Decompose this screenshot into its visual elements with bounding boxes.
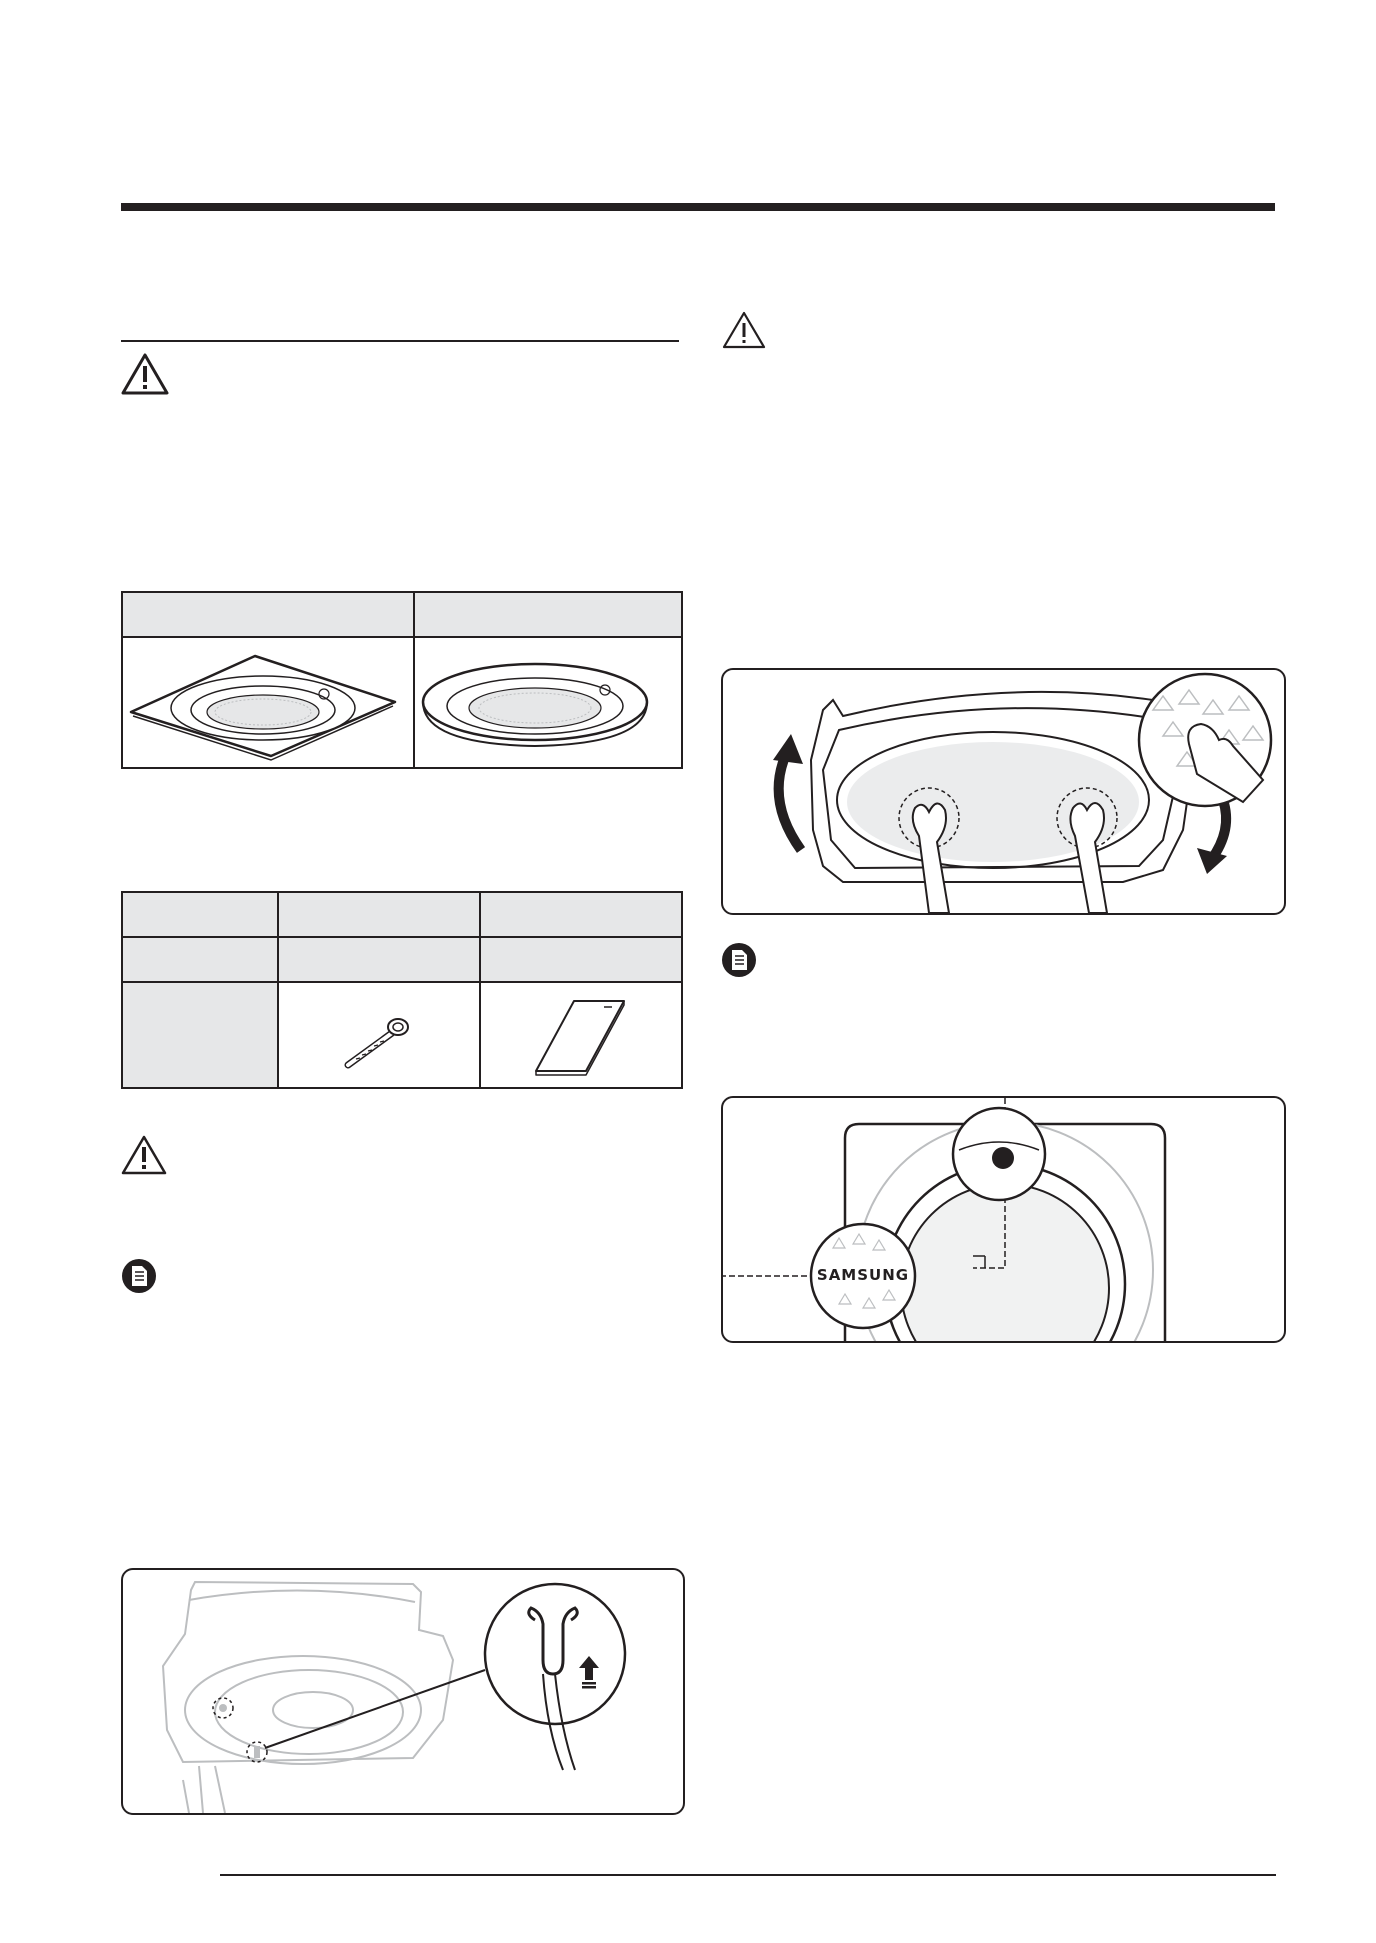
- panel-type-table: [121, 591, 683, 769]
- square-panel-cell: [122, 637, 414, 768]
- panel-type-header-cell: [414, 592, 682, 637]
- warning-triangle-icon: [120, 1134, 168, 1176]
- note-document-icon: [721, 942, 757, 978]
- panel-type-header-cell: [122, 592, 414, 637]
- section-divider: [121, 340, 679, 342]
- accessories-table: [121, 891, 683, 1089]
- screw-icon: [334, 1007, 424, 1077]
- note-document-icon: [121, 1258, 157, 1294]
- manual-booklet-icon: [526, 993, 636, 1083]
- samsung-logo-label: SAMSUNG: [816, 1266, 910, 1284]
- accessories-value-cell: [278, 937, 480, 982]
- logo-alignment-figure: [721, 1096, 1286, 1343]
- accessories-value-cell: [480, 937, 682, 982]
- warning-triangle-icon: [721, 310, 767, 350]
- accessories-row-label-cell: [122, 937, 278, 982]
- accessories-header-cell: [278, 892, 480, 937]
- header-rule: [121, 203, 1275, 211]
- warning-triangle-icon: [120, 352, 170, 396]
- wire-hook-figure: [121, 1568, 685, 1815]
- grille-rotation-figure: [721, 668, 1286, 915]
- square-cassette-panel-illustration: [123, 644, 403, 762]
- accessories-header-cell: [480, 892, 682, 937]
- manual-cell: [480, 982, 682, 1088]
- footer-rule: [220, 1874, 1276, 1876]
- round-cassette-panel-illustration: [415, 644, 655, 762]
- round-panel-cell: [414, 637, 682, 768]
- screw-cell: [278, 982, 480, 1088]
- accessories-row-label-cell: [122, 982, 278, 1088]
- accessories-header-cell: [122, 892, 278, 937]
